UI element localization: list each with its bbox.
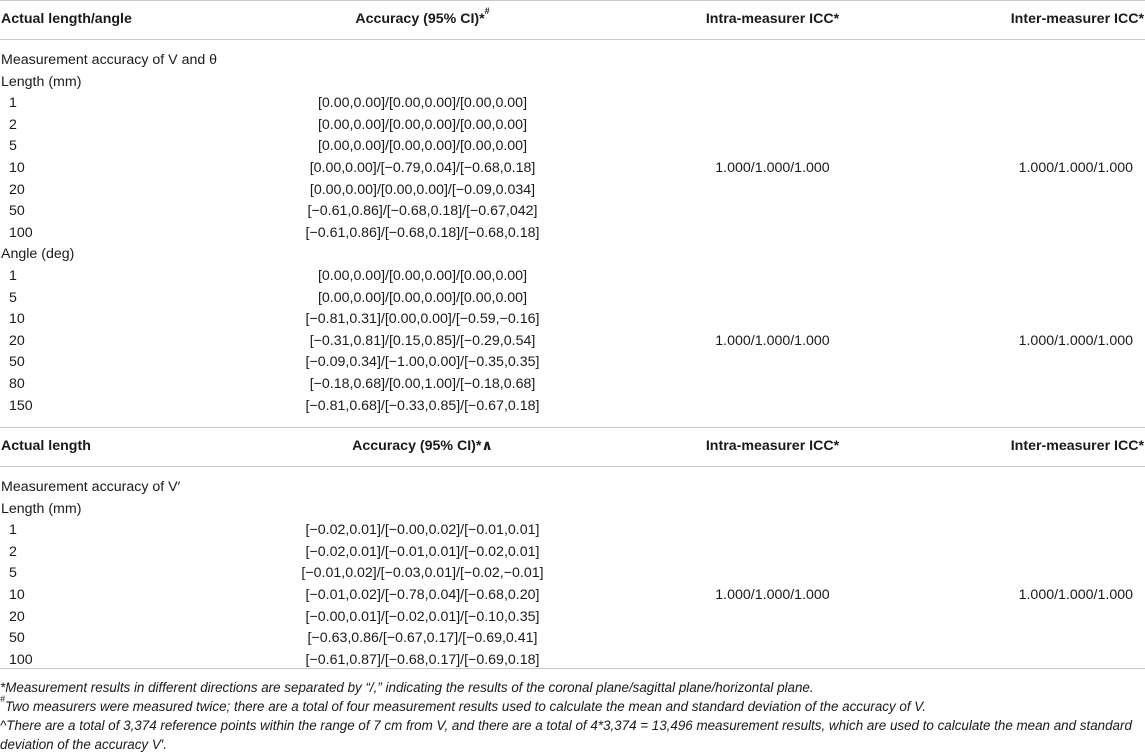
section1-angle-label: Angle (deg) xyxy=(1,246,75,263)
row-value: 5 xyxy=(9,138,17,155)
table-row xyxy=(0,93,1145,115)
footnote-3: ^There are a total of 3,374 reference points within the range of 7 cm from V, and there are a total of 4*3,374 = 13,496 measurement results, which are used to calculate the mean and standard deviation of the accuracy V′. xyxy=(0,718,1132,752)
row-value: 50 xyxy=(9,203,25,220)
header2-actual-length: Actual length xyxy=(0,428,195,467)
row-accuracy: [−0.81,0.31]/[0.00,0.00]/[−0.59,−0.16] xyxy=(305,311,540,328)
row-value: 50 xyxy=(9,630,25,647)
section1-angle-intra-icc: 1.000/1.000/1.000 xyxy=(715,332,830,349)
row-accuracy: [0.00,0.00]/[0.00,0.00]/[0.00,0.00] xyxy=(317,289,528,306)
row-value: 20 xyxy=(9,332,25,349)
table-row xyxy=(0,520,1145,542)
section2-length-label: Length (mm) xyxy=(1,500,82,517)
section2-intra-icc: 1.000/1.000/1.000 xyxy=(715,587,830,604)
subsection-row xyxy=(0,499,1145,521)
header-accuracy xyxy=(195,1,650,40)
row-accuracy: [−0.01,0.02]/[−0.78,0.04]/[−0.68,0.20] xyxy=(305,587,540,604)
table-header-row xyxy=(0,1,1145,40)
table-header-row-2 xyxy=(0,428,1145,467)
row-accuracy: [0.00,0.00]/[0.00,0.00]/[0.00,0.00] xyxy=(317,267,528,284)
table-footnotes xyxy=(0,668,1145,754)
row-value: 150 xyxy=(9,397,33,414)
row-value: 20 xyxy=(9,181,25,198)
header-accuracy-label: Accuracy (95% CI)* xyxy=(355,11,485,28)
row-value: 10 xyxy=(9,311,25,328)
row-accuracy: [−0.61,0.87]/[−0.68,0.17]/[−0.69,0.18] xyxy=(305,651,540,668)
row-value: 2 xyxy=(9,116,17,133)
row-value: 50 xyxy=(9,354,25,371)
row-value: 10 xyxy=(9,159,25,176)
section2-inter-icc: 1.000/1.000/1.000 xyxy=(1018,587,1133,604)
footnote-2-text: Two measurers were measured twice; there are a total of four measurement results used to calculate the mean and standard deviation of the accuracy of V. xyxy=(5,699,926,714)
row-accuracy: [−0.00,0.01]/[−0.02,0.01]/[−0.10,0.35] xyxy=(305,608,540,625)
row-value: 80 xyxy=(9,375,25,392)
row-accuracy: [−0.01,0.02]/[−0.03,0.01]/[−0.02,−0.01] xyxy=(301,565,544,582)
subsection-row xyxy=(0,72,1145,94)
subsection-row xyxy=(0,244,1145,266)
header-accuracy-sup: # xyxy=(484,6,490,17)
row-accuracy: [0.00,0.00]/[−0.79,0.04]/[−0.68,0.18] xyxy=(309,159,536,176)
footnote-2-mark: # xyxy=(0,694,6,704)
row-value: 1 xyxy=(9,522,17,539)
section1-length-inter-icc: 1.000/1.000/1.000 xyxy=(1018,159,1133,176)
row-value: 100 xyxy=(9,651,33,668)
footnote-1: *Measurement results in different directions are separated by “/,” indicating the results of the coronal plane/sagittal plane/horizontal plane. xyxy=(0,680,814,695)
row-value: 1 xyxy=(9,267,17,284)
row-accuracy: [−0.81,0.68]/[−0.33,0.85]/[−0.67,0.18] xyxy=(305,397,540,414)
row-accuracy: [−0.63,0.86/[−0.67,0.17]/[−0.69,0.41] xyxy=(307,630,538,647)
row-accuracy: [−0.61,0.86]/[−0.68,0.18]/[−0.67,042] xyxy=(307,203,538,220)
row-value: 100 xyxy=(9,224,33,241)
section1-length-label: Length (mm) xyxy=(1,73,82,90)
section2-title: Measurement accuracy of V′ xyxy=(1,479,181,496)
row-accuracy: [0.00,0.00]/[0.00,0.00]/[0.00,0.00] xyxy=(317,95,528,112)
header-intra-icc: Intra-measurer ICC* xyxy=(650,1,895,40)
row-value: 20 xyxy=(9,608,25,625)
row-accuracy: [−0.31,0.81]/[0.15,0.85]/[−0.29,0.54] xyxy=(309,332,536,349)
header2-accuracy: Accuracy (95% CI)*∧ xyxy=(195,428,650,467)
section1-length-intra-icc: 1.000/1.000/1.000 xyxy=(715,159,830,176)
row-value: 1 xyxy=(9,95,17,112)
row-accuracy: [−0.09,0.34]/[−1.00,0.00]/[−0.35,0.35] xyxy=(305,354,540,371)
header2-intra-icc: Intra-measurer ICC* xyxy=(650,428,895,467)
section-title-row xyxy=(0,477,1145,499)
header-inter-icc: Inter-measurer ICC* xyxy=(895,1,1145,40)
row-accuracy: [−0.61,0.86]/[−0.68,0.18]/[−0.68,0.18] xyxy=(305,224,540,241)
section1-angle-inter-icc: 1.000/1.000/1.000 xyxy=(1018,332,1133,349)
row-accuracy: [−0.18,0.68]/[0.00,1.00]/[−0.18,0.68] xyxy=(309,375,536,392)
section-title-row xyxy=(0,50,1145,72)
table-row xyxy=(0,266,1145,288)
row-accuracy: [0.00,0.00]/[0.00,0.00]/[−0.09,0.034] xyxy=(309,181,536,198)
header2-inter-icc: Inter-measurer ICC* xyxy=(895,428,1145,467)
row-value: 2 xyxy=(9,543,17,560)
row-value: 10 xyxy=(9,587,25,604)
footnote-2 xyxy=(0,694,1145,716)
section1-title: Measurement accuracy of V and θ xyxy=(1,52,218,68)
row-value: 5 xyxy=(9,565,17,582)
row-accuracy: [−0.02,0.01]/[−0.01,0.01]/[−0.02,0.01] xyxy=(305,543,540,560)
header-actual-length-angle: Actual length/angle xyxy=(0,1,195,40)
row-accuracy: [0.00,0.00]/[0.00,0.00]/[0.00,0.00] xyxy=(317,138,528,155)
row-value: 5 xyxy=(9,289,17,306)
row-accuracy: [0.00,0.00]/[0.00,0.00]/[0.00,0.00] xyxy=(317,116,528,133)
row-accuracy: [−0.02,0.01]/[−0.00,0.02]/[−0.01,0.01] xyxy=(305,522,540,539)
